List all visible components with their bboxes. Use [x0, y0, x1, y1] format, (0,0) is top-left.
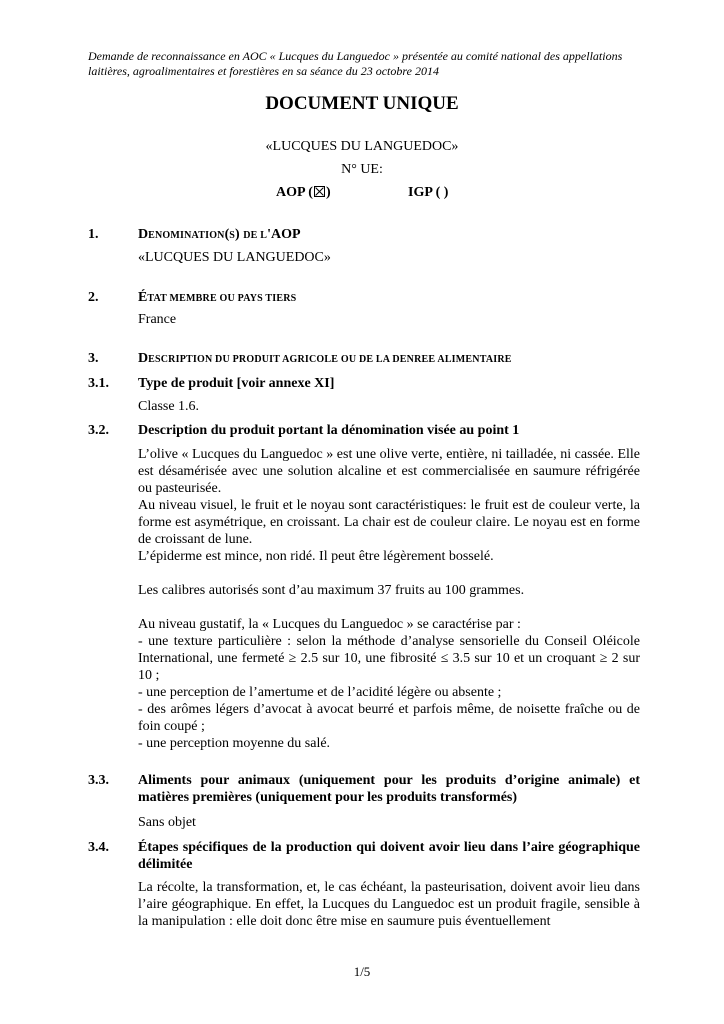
- aop-label-text: AOP (: [276, 185, 313, 200]
- paragraph: La récolte, la transformation, et, le cas échéant, la pasteurisation, doivent avoir lieu dans l’aire géographique. En effet, la Lucques du Languedoc est un produit fragile, sensible à la manipulation : elle doit donc être mise en saumure puis éventuellement: [138, 880, 640, 929]
- section-3-2-number: 3.2.: [88, 423, 109, 438]
- checked-box-icon: [314, 186, 325, 197]
- paragraph: L’olive « Lucques du Languedoc » est une olive verte, entière, ni tailladée, ni cassée. Elle est désamérisée avec une solution alcaline et est commercialisée en saumure réfrigérée ou pasteurisée.: [138, 447, 640, 496]
- document-title: DOCUMENT UNIQUE: [265, 93, 459, 114]
- section-3-1-value: Classe 1.6.: [138, 399, 200, 414]
- aop-label: [276, 184, 331, 202]
- section-1-title: DENOMINATION(S) DE L'AOP: [138, 227, 301, 242]
- section-3-2-title: Description du produit portant la dénomination visée au point 1: [138, 423, 520, 438]
- section-2-value: France: [138, 312, 177, 327]
- section-1-number: 1.: [88, 227, 99, 242]
- igp-label: IGP ( ): [408, 185, 449, 200]
- section-3-title: DESCRIPTION DU PRODUIT AGRICOLE OU DE LA DENREE ALIMENTAIRE: [138, 351, 512, 366]
- section-3-3-value: Sans objet: [138, 815, 196, 830]
- section-3-1-number: 3.1.: [88, 376, 109, 391]
- product-name: «LUCQUES DU LANGUEDOC»: [265, 139, 459, 154]
- header-line-2: laitières, agroalimentaires et forestières en sa séance du 23 octobre 2014: [88, 64, 439, 78]
- list-item: - une perception moyenne du salé.: [138, 736, 331, 751]
- section-3-1-title: Type de produit [voir annexe XI]: [138, 376, 335, 391]
- list-item: - une perception de l’amertume et de l’acidité légère ou absente ;: [138, 685, 502, 700]
- section-3-3-title: Aliments pour animaux (uniquement pour les produits d’origine animale) et matières premières (uniquement pour les produits transformés): [138, 773, 640, 805]
- section-3-4-body: [138, 879, 640, 930]
- paragraph: L’épiderme est mince, non ridé. Il peut être légèrement bosselé.: [138, 549, 494, 564]
- paragraph: Au niveau gustatif, la « Lucques du Languedoc » se caractérise par :: [138, 617, 521, 632]
- section-3-3-number: 3.3.: [88, 773, 109, 788]
- paragraph: Les calibres autorisés sont d’au maximum 37 fruits au 100 grammes.: [138, 583, 525, 598]
- list-item: - des arômes légers d’avocat à avocat beurré et parfois même, de noisette fraîche ou de foin coupé ;: [138, 702, 640, 734]
- document-header: [88, 49, 648, 79]
- list-item: - une texture particulière : selon la méthode d’analyse sensorielle du Conseil Oléicole International, une fermeté ≥ 2.5 sur 10, une fibrosité ≤ 3.5 sur 10 et un croquant ≥ 2 sur 10 ;: [138, 634, 640, 683]
- header-line-1: Demande de reconnaissance en AOC « Lucques du Languedoc » présentée au comité national des appellations: [88, 49, 623, 63]
- paragraph: Au niveau visuel, le fruit et le noyau sont caractéristiques: le fruit est de couleur verte, la forme est asymétrique, en croissant. La chair est de couleur claire. Le noyau est en forme de croissant de lune.: [138, 498, 640, 547]
- section-3-2-body: [138, 446, 640, 752]
- section-2-number: 2.: [88, 290, 99, 305]
- section-3-4-number: 3.4.: [88, 840, 109, 855]
- section-2-title: ÉTAT MEMBRE OU PAYS TIERS: [138, 290, 297, 305]
- aop-label-close: ): [325, 185, 331, 200]
- eu-number-label: N° UE:: [341, 162, 383, 177]
- page-number: 1/5: [353, 964, 371, 979]
- section-3-4-title: Étapes spécifiques de la production qui doivent avoir lieu dans l’aire géographique délimitée: [138, 840, 640, 872]
- section-1-value: «LUCQUES DU LANGUEDOC»: [138, 250, 331, 265]
- section-3-number: 3.: [88, 351, 99, 366]
